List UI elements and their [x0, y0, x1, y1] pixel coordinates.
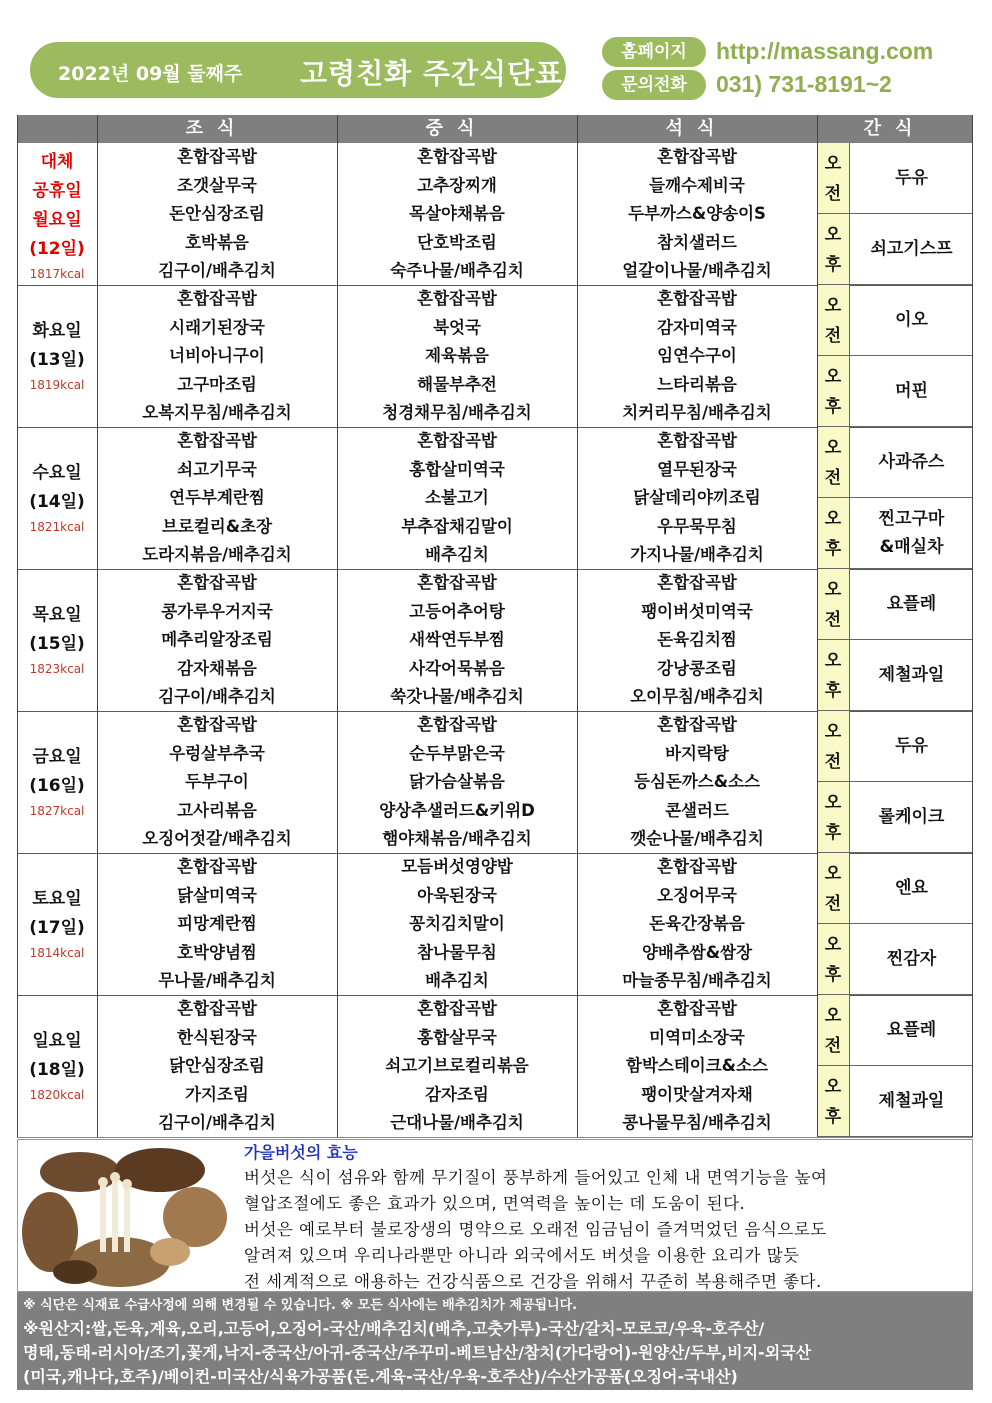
menu-item: 우렁살부추국	[169, 743, 265, 763]
pm-label	[817, 640, 850, 711]
day-name: 금요일	[32, 747, 82, 767]
info-line: 전 세계적으로 애용하는 건강식품으로 건강을 위해서 꾸준히 복용해주면 좋다.	[244, 1272, 822, 1291]
day-date: (15일)	[29, 634, 85, 654]
dinner-cell	[577, 995, 817, 1137]
menu-item: 쇠고기브로컬리볶음	[385, 1056, 529, 1075]
menu-item: 혼합잡곡밥	[417, 999, 497, 1018]
menu-item: 감자채볶음	[177, 658, 257, 678]
grid-line	[97, 115, 98, 1137]
menu-item: 혼합잡곡밥	[657, 999, 737, 1018]
menu-item: 닭가슴살볶음	[409, 772, 505, 791]
menu-item: 혼합잡곡밥	[177, 147, 257, 166]
menu-item: 고구마조림	[177, 374, 257, 394]
menu-item: 오이무침/배추김치	[630, 687, 764, 706]
pm-char: 오	[824, 509, 842, 529]
dinner-cell	[577, 569, 817, 711]
day-name: 화요일	[32, 321, 82, 341]
day-cell	[17, 711, 97, 853]
menu-item: 들깨수제비국	[649, 175, 745, 195]
menu-item: 혼합잡곡밥	[177, 857, 257, 876]
menu-item: 닭안심장조림	[169, 1056, 265, 1075]
day-row	[17, 427, 973, 570]
menu-item: 혼합잡곡밥	[177, 431, 257, 450]
am-label	[817, 711, 850, 782]
grid-line	[17, 115, 18, 1137]
holiday-note: 공휴일	[32, 181, 82, 201]
menu-item: 혼합잡곡밥	[657, 573, 737, 592]
menu-item: 양배추쌈&쌈장	[641, 942, 753, 962]
holiday-note: 대체	[40, 152, 74, 172]
pm-char: 후	[824, 823, 842, 843]
menu-item: 꽁치김치말이	[409, 914, 505, 933]
menu-item: 가지나물/배추김치	[630, 545, 764, 564]
pm-label	[817, 356, 850, 427]
pm-label	[817, 782, 850, 853]
menu-item: 연두부계란찜	[169, 488, 265, 507]
breakfast-cell	[97, 569, 337, 711]
pm-char: 후	[824, 965, 842, 985]
menu-item: 부추잡채김말이	[401, 516, 513, 536]
menu-item: 콩가루우거지국	[161, 601, 273, 621]
snack-pm: 머핀	[850, 356, 973, 427]
grid-line	[577, 115, 578, 1137]
day-cell	[17, 569, 97, 711]
lunch-cell	[337, 143, 577, 285]
grid-line	[817, 115, 818, 1137]
menu-item: 아욱된장국	[417, 885, 497, 905]
column-lunch: 중식	[337, 115, 577, 143]
am-char: 오	[824, 580, 842, 600]
day-row	[17, 995, 973, 1138]
menu-item: 혼합잡곡밥	[657, 431, 737, 450]
menu-item: 무나물/배추김치	[158, 971, 276, 990]
menu-item: 콘샐러드	[665, 800, 729, 820]
menu-item: 함박스테이크&소스	[626, 1056, 768, 1075]
am-char: 전	[824, 1036, 842, 1056]
snack-pm: 제철과일	[850, 1066, 973, 1137]
info-line: 혈압조절에도 좋은 효과가 있으며, 면역력을 높이는 데 도움이 된다.	[244, 1194, 746, 1213]
lunch-cell	[337, 995, 577, 1137]
menu-item: 마늘종무침/배추김치	[622, 971, 772, 990]
menu-item: 숙주나물/배추김치	[390, 261, 524, 280]
day-date: (18일)	[29, 1060, 85, 1080]
lunch-cell	[337, 711, 577, 853]
snack-am: 사과쥬스	[850, 427, 973, 498]
lunch-cell	[337, 569, 577, 711]
snack-pm: 제철과일	[850, 640, 973, 711]
grid-line	[972, 115, 973, 1137]
menu-item: 돈안심장조림	[169, 204, 265, 223]
am-label	[817, 143, 850, 214]
snack-am: 요플레	[850, 569, 973, 640]
menu-item: 순두부맑은국	[409, 743, 505, 763]
info-line: 알려져 있으며 우리나라뿐만 아니라 외국에서도 버섯을 이용한 요리가 많듯	[244, 1246, 800, 1265]
column-snack: 간식	[817, 115, 973, 143]
day-row	[17, 711, 973, 854]
menu-item: 오징어젓갈/배추김치	[142, 829, 292, 848]
am-char: 전	[824, 184, 842, 204]
snack-cell	[817, 285, 973, 427]
menu-item: 느타리볶음	[657, 374, 737, 394]
menu-item: 강낭콩조림	[657, 658, 737, 678]
phone-number: 031) 731-8191~2	[716, 71, 892, 97]
pm-char: 오	[824, 225, 842, 245]
day-row	[17, 569, 973, 712]
snack-cell	[817, 569, 973, 711]
menu-item: 혼합잡곡밥	[177, 289, 257, 308]
menu-item: 메추리알장조림	[161, 630, 273, 649]
am-label	[817, 285, 850, 356]
am-char: 오	[824, 438, 842, 458]
day-date: (16일)	[29, 776, 85, 796]
menu-item: 닭살데리야끼조림	[633, 488, 761, 507]
pm-label	[817, 214, 850, 285]
menu-item: 너비아니구이	[169, 346, 265, 365]
menu-item: 양상추샐러드&키위D	[379, 800, 535, 820]
origin-line: ※원산지:쌀,돈육,계육,오리,고등어,오징어-국산/배추김치(배추,고춧가루)-국산/갈치-모로코/우육-호주산/	[23, 1319, 765, 1338]
am-char: 오	[824, 296, 842, 316]
dinner-cell	[577, 427, 817, 569]
lunch-cell	[337, 853, 577, 995]
menu-item: 혼합잡곡밥	[417, 573, 497, 592]
pm-char: 후	[824, 397, 842, 417]
column-dinner: 석식	[577, 115, 817, 143]
menu-item: 두부구이	[185, 772, 249, 791]
week-date: 2022년 09월 둘째주	[58, 63, 243, 85]
menu-item: 소불고기	[425, 488, 489, 507]
day-name: 수요일	[32, 463, 82, 483]
page-title: 고령친화 주간식단표	[300, 57, 564, 90]
info-title: 가을버섯의 효능	[244, 1143, 358, 1162]
menu-item: 참치샐러드	[657, 232, 737, 252]
am-label	[817, 569, 850, 640]
calorie-count: 1821kcal	[29, 520, 85, 534]
mushroom-image	[20, 1142, 234, 1290]
menu-item: 근대나물/배추김치	[390, 1113, 524, 1132]
breakfast-cell	[97, 995, 337, 1137]
am-label	[817, 853, 850, 924]
menu-item: 호박양념찜	[177, 942, 257, 962]
pm-char: 후	[824, 255, 842, 275]
menu-item: 돈육간장볶음	[649, 914, 745, 933]
snack-pm: 롤케이크	[850, 782, 973, 853]
breakfast-cell	[97, 285, 337, 427]
menu-item: 청경채무침/배추김치	[382, 403, 532, 422]
origin-line: (미국,캐나다,호주)/베이컨-미국산/식육가공품(돈.계육-국산/우육-호주산)/수산가공품(오징어-국내산)	[23, 1367, 738, 1386]
title-banner	[30, 42, 566, 98]
menu-item: 열무된장국	[657, 459, 737, 479]
homepage-label: 홈페이지	[602, 37, 706, 67]
menu-item: 도라지볶음/배추김치	[142, 545, 292, 564]
menu-item: 미역미소장국	[649, 1027, 745, 1047]
menu-item: 혼합잡곡밥	[657, 857, 737, 876]
origin-line: 명태,동태-러시아/조기,꽃게,낙지-중국산/아귀-중국산/주꾸미-베트남산/참치(가다랑어)-원양산/두부,비지-외국산	[23, 1343, 812, 1362]
day-date: (12일)	[29, 239, 85, 259]
dinner-cell	[577, 711, 817, 853]
calorie-count: 1819kcal	[29, 378, 85, 392]
menu-item: 혼합잡곡밥	[177, 715, 257, 734]
menu-item: 오복지무침/배추김치	[142, 403, 292, 422]
menu-item: 감자미역국	[657, 317, 737, 337]
pm-char: 후	[824, 681, 842, 701]
menu-item: 깻순나물/배추김치	[630, 829, 764, 848]
menu-item: 팽이버섯미역국	[641, 601, 753, 621]
menu-item: 콩나물무침/배추김치	[622, 1113, 772, 1132]
snack-cell	[817, 711, 973, 853]
snack-cell	[817, 143, 973, 285]
menu-item: 목살야채볶음	[409, 204, 505, 223]
breakfast-cell	[97, 853, 337, 995]
menu-item: 혼합잡곡밥	[417, 147, 497, 166]
menu-item: 등심돈까스&소스	[634, 772, 760, 791]
snack-cell	[817, 427, 973, 569]
dinner-cell	[577, 853, 817, 995]
day-name: 토요일	[32, 889, 82, 909]
menu-item: 햄야채볶음/배추김치	[382, 829, 532, 848]
menu-item: 혼합잡곡밥	[657, 289, 737, 308]
menu-item: 사각어묵볶음	[409, 658, 505, 678]
info-line: 버섯은 식이 섬유와 함께 무기질이 풍부하게 들어있고 인체 내 면역기능을 높여	[244, 1168, 828, 1187]
menu-item: 고사리볶음	[177, 800, 257, 820]
menu-item: 배추김치	[425, 971, 489, 990]
dinner-cell	[577, 143, 817, 285]
lunch-cell	[337, 427, 577, 569]
snack-cell	[817, 853, 973, 995]
day-date: (14일)	[29, 492, 85, 512]
menu-item: 조갯살무국	[177, 175, 257, 195]
day-cell	[17, 995, 97, 1137]
day-cell	[17, 143, 97, 285]
calorie-count: 1820kcal	[29, 1088, 85, 1102]
menu-item: 혼합잡곡밥	[657, 715, 737, 734]
day-row	[17, 853, 973, 996]
menu-item: 얼갈이나물/배추김치	[622, 261, 772, 280]
pm-char: 오	[824, 367, 842, 387]
snack-pm: 찐고구마 &매실차	[850, 498, 973, 569]
homepage-url[interactable]: http://massang.com	[716, 38, 934, 64]
dinner-cell	[577, 285, 817, 427]
am-char: 전	[824, 326, 842, 346]
snack-pm: 쇠고기스프	[850, 214, 973, 285]
day-date: (13일)	[29, 350, 85, 370]
calorie-count: 1817kcal	[29, 267, 85, 281]
menu-item: 쇠고기무국	[177, 459, 257, 479]
am-char: 전	[824, 468, 842, 488]
menu-item: 팽이맛살겨자채	[641, 1084, 753, 1104]
info-line: 버섯은 예로부터 불로장생의 명약으로 오래전 임금님이 즐겨먹었던 음식으로도	[244, 1220, 827, 1239]
am-char: 오	[824, 864, 842, 884]
menu-item: 혼합잡곡밥	[177, 573, 257, 592]
menu-item: 단호박조림	[417, 232, 497, 252]
menu-item: 참나물무침	[417, 942, 497, 962]
menu-item: 홍합살미역국	[409, 459, 505, 479]
menu-item: 모듬버섯영양밥	[401, 857, 513, 876]
menu-item: 혼합잡곡밥	[657, 147, 737, 166]
menu-item: 혼합잡곡밥	[177, 999, 257, 1018]
snack-pm: 찐감자	[850, 924, 973, 995]
am-label	[817, 995, 850, 1066]
am-char: 오	[824, 1006, 842, 1026]
menu-item: 브로컬리&초장	[161, 516, 273, 536]
menu-item: 오징어무국	[657, 885, 737, 905]
snack-cell	[817, 995, 973, 1137]
day-name: 목요일	[32, 605, 82, 625]
day-cell	[17, 427, 97, 569]
menu-item: 호박볶음	[185, 232, 249, 252]
am-char: 오	[824, 722, 842, 742]
menu-item: 고등어추어탕	[409, 601, 505, 621]
am-char: 오	[824, 154, 842, 174]
am-char: 전	[824, 752, 842, 772]
snack-am: 엔요	[850, 853, 973, 924]
menu-item: 닭살미역국	[177, 885, 257, 905]
breakfast-cell	[97, 711, 337, 853]
day-cell	[17, 853, 97, 995]
menu-item: 고추장찌개	[417, 175, 497, 195]
menu-item: 김구이/배추김치	[158, 261, 276, 280]
menu-item: 시래기된장국	[169, 317, 265, 337]
menu-item: 해물부추전	[417, 374, 497, 394]
column-breakfast: 조식	[97, 115, 337, 143]
pm-label	[817, 498, 850, 569]
day-cell	[17, 285, 97, 427]
day-row	[17, 285, 973, 428]
menu-item: 김구이/배추김치	[158, 687, 276, 706]
breakfast-cell	[97, 427, 337, 569]
menu-item: 새싹연두부찜	[409, 630, 505, 649]
phone-label: 문의전화	[602, 70, 706, 100]
menu-item: 배추김치	[425, 545, 489, 564]
menu-item: 피망계란찜	[177, 914, 257, 933]
menu-item: 두부까스&양송이S	[628, 204, 766, 223]
am-char: 전	[824, 894, 842, 914]
menu-item: 제육볶음	[425, 346, 489, 365]
am-label	[817, 427, 850, 498]
calorie-count: 1814kcal	[29, 946, 85, 960]
pm-char: 오	[824, 651, 842, 671]
calorie-count: 1827kcal	[29, 804, 85, 818]
menu-item: 감자조림	[425, 1084, 489, 1104]
menu-item: 김구이/배추김치	[158, 1113, 276, 1132]
day-row	[17, 143, 973, 286]
menu-item: 혼합잡곡밥	[417, 715, 497, 734]
snack-am: 두유	[850, 143, 973, 214]
menu-item: 혼합잡곡밥	[417, 289, 497, 308]
menu-item: 쑥갓나물/배추김치	[390, 687, 524, 706]
menu-item: 한식된장국	[177, 1027, 257, 1047]
snack-am: 두유	[850, 711, 973, 782]
lunch-cell	[337, 285, 577, 427]
menu-item: 임연수구이	[657, 346, 737, 365]
pm-char: 후	[824, 1107, 842, 1127]
am-char: 전	[824, 610, 842, 630]
snack-am: 이오	[850, 285, 973, 356]
snack-am: 요플레	[850, 995, 973, 1066]
header-blank	[17, 115, 97, 143]
pm-label	[817, 924, 850, 995]
day-name: 일요일	[32, 1031, 82, 1051]
menu-table	[17, 115, 973, 1139]
menu-item: 치커리무침/배추김치	[622, 403, 772, 422]
footer	[17, 1292, 973, 1390]
breakfast-cell	[97, 143, 337, 285]
menu-item: 홍합살무국	[417, 1027, 497, 1047]
menu-item: 돈육김치찜	[657, 630, 737, 649]
menu-item: 혼합잡곡밥	[417, 431, 497, 450]
info-box	[17, 1139, 973, 1292]
footer-notice: ※ 식단은 식재료 수급사정에 의해 변경될 수 있습니다. ※ 모든 식사에는 배추김치가 제공됩니다.	[23, 1298, 578, 1313]
pm-label	[817, 1066, 850, 1137]
menu-item: 가지조림	[185, 1084, 249, 1104]
menu-item: 북엇국	[433, 317, 481, 337]
menu-item: 바지락탕	[665, 743, 729, 763]
calorie-count: 1823kcal	[29, 662, 85, 676]
pm-char: 오	[824, 1077, 842, 1097]
pm-char: 후	[824, 539, 842, 559]
grid-line	[337, 115, 338, 1137]
pm-char: 오	[824, 935, 842, 955]
day-date: (17일)	[29, 918, 85, 938]
menu-item: 우무묵무침	[657, 516, 737, 536]
pm-char: 오	[824, 793, 842, 813]
day-name: 월요일	[32, 210, 82, 230]
